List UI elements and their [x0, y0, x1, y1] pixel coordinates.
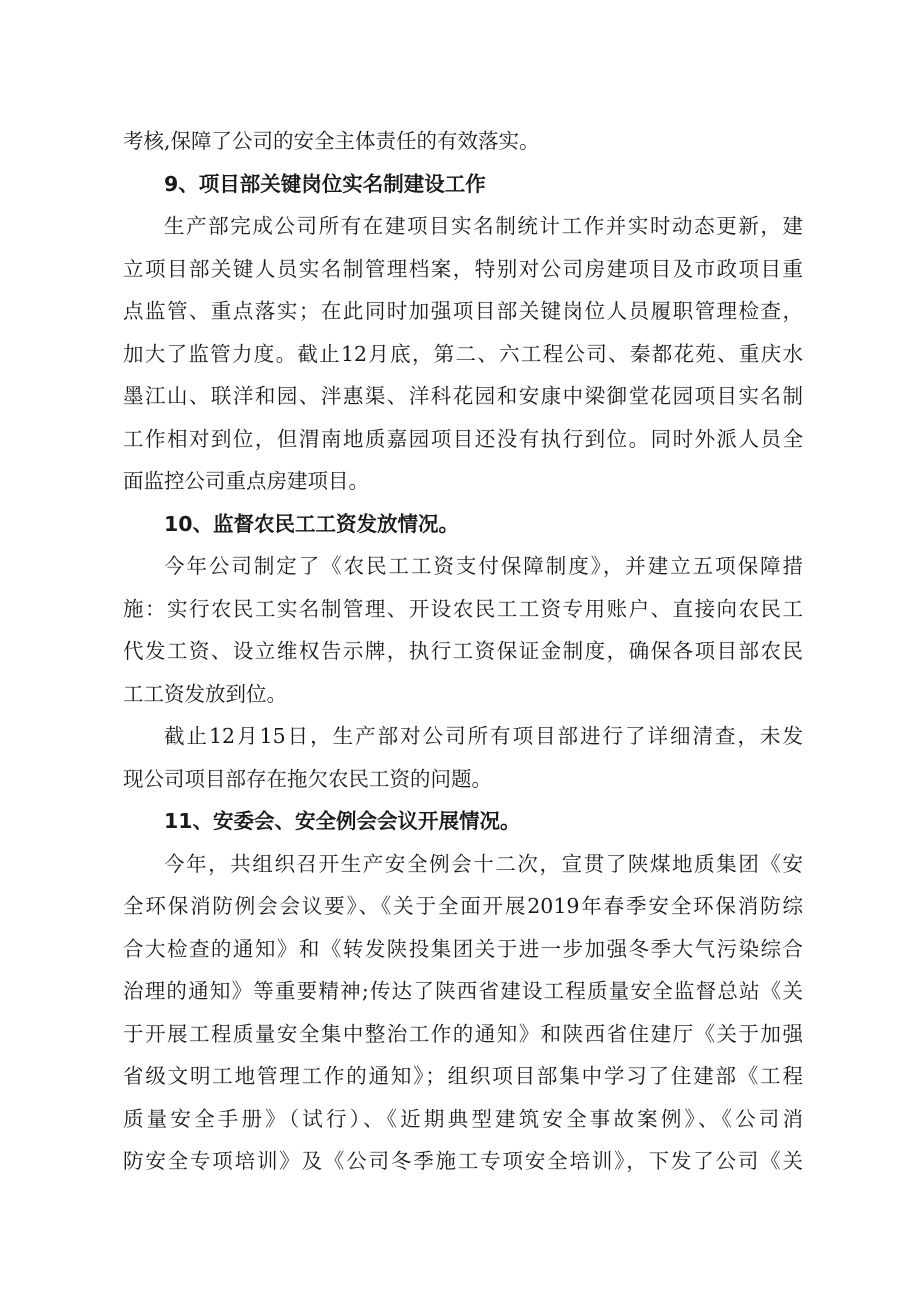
paragraph-line: 施：实行农民工实名制管理、开设农民工工资专用账户、直接向农民工 [123, 597, 803, 621]
paragraph-line: 防安全专项培训》及《公司冬季施工专项安全培训》，下发了公司《关 [123, 1149, 803, 1173]
paragraph-line: 于开展工程质量安全集中整治工作的通知》和陕西省住建厅《关于加强 [123, 1022, 803, 1046]
paragraph-line: 截止12月15日，生产部对公司所有项目部进行了详细清查，未发 [164, 724, 803, 748]
paragraph-line: 墨江山、联洋和园、泮惠渠、洋科花园和安康中梁御堂花园项目实名制 [123, 384, 803, 408]
paragraph-line: 现公司项目部存在拖欠农民工资的问题。 [123, 767, 492, 791]
paragraph-line: 生产部完成公司所有在建项目实名制统计工作并实时动态更新，建 [164, 214, 803, 238]
paragraph-line: 省级文明工地管理工作的通知》；组织项目部集中学习了住建部《工程 [123, 1064, 803, 1088]
paragraph-line: 加大了监管力度。截止12月底，第二、六工程公司、秦都花苑、重庆水 [123, 342, 803, 366]
paragraph-line: 代发工资、设立维权告示牌，执行工资保证金制度，确保各项目部农民 [123, 639, 803, 663]
paragraph-line: 立项目部关键人员实名制管理档案，特别对公司房建项目及市政项目重 [123, 257, 803, 281]
paragraph-line: 质量安全手册》（试行）、《近期典型建筑安全事故案例》、《公司消 [123, 1107, 803, 1131]
body-text-line: 考核,保障了公司的安全主体责任的有效落实。 [123, 129, 540, 153]
paragraph-line: 今年公司制定了《农民工工资支付保障制度》，并建立五项保障措 [164, 554, 803, 578]
paragraph-line: 全环保消防例会会议要》、《关于全面开展2019年春季安全环保消防综 [123, 894, 803, 918]
section-heading-11: 11、安委会、安全例会会议开展情况。 [164, 809, 521, 833]
paragraph-line: 点监管、重点落实；在此同时加强项目部关键岗位人员履职管理检查， [123, 299, 803, 323]
paragraph-line: 今年，共组织召开生产安全例会十二次，宣贯了陕煤地质集团《安 [164, 852, 803, 876]
section-heading-10: 10、监督农民工工资发放情况。 [164, 512, 460, 536]
paragraph-line: 合大检查的通知》和《转发陕投集团关于进一步加强冬季大气污染综合 [123, 937, 803, 961]
paragraph-line: 工工资发放到位。 [123, 682, 287, 706]
paragraph-line: 面监控公司重点房建项目。 [123, 469, 369, 493]
paragraph-line: 治理的通知》等重要精神;传达了陕西省建设工程质量安全监督总站《关 [123, 979, 803, 1003]
section-heading-9: 9、项目部关键岗位实名制建设工作 [164, 172, 486, 196]
paragraph-line: 工作相对到位，但渭南地质嘉园项目还没有执行到位。同时外派人员全 [123, 427, 803, 451]
